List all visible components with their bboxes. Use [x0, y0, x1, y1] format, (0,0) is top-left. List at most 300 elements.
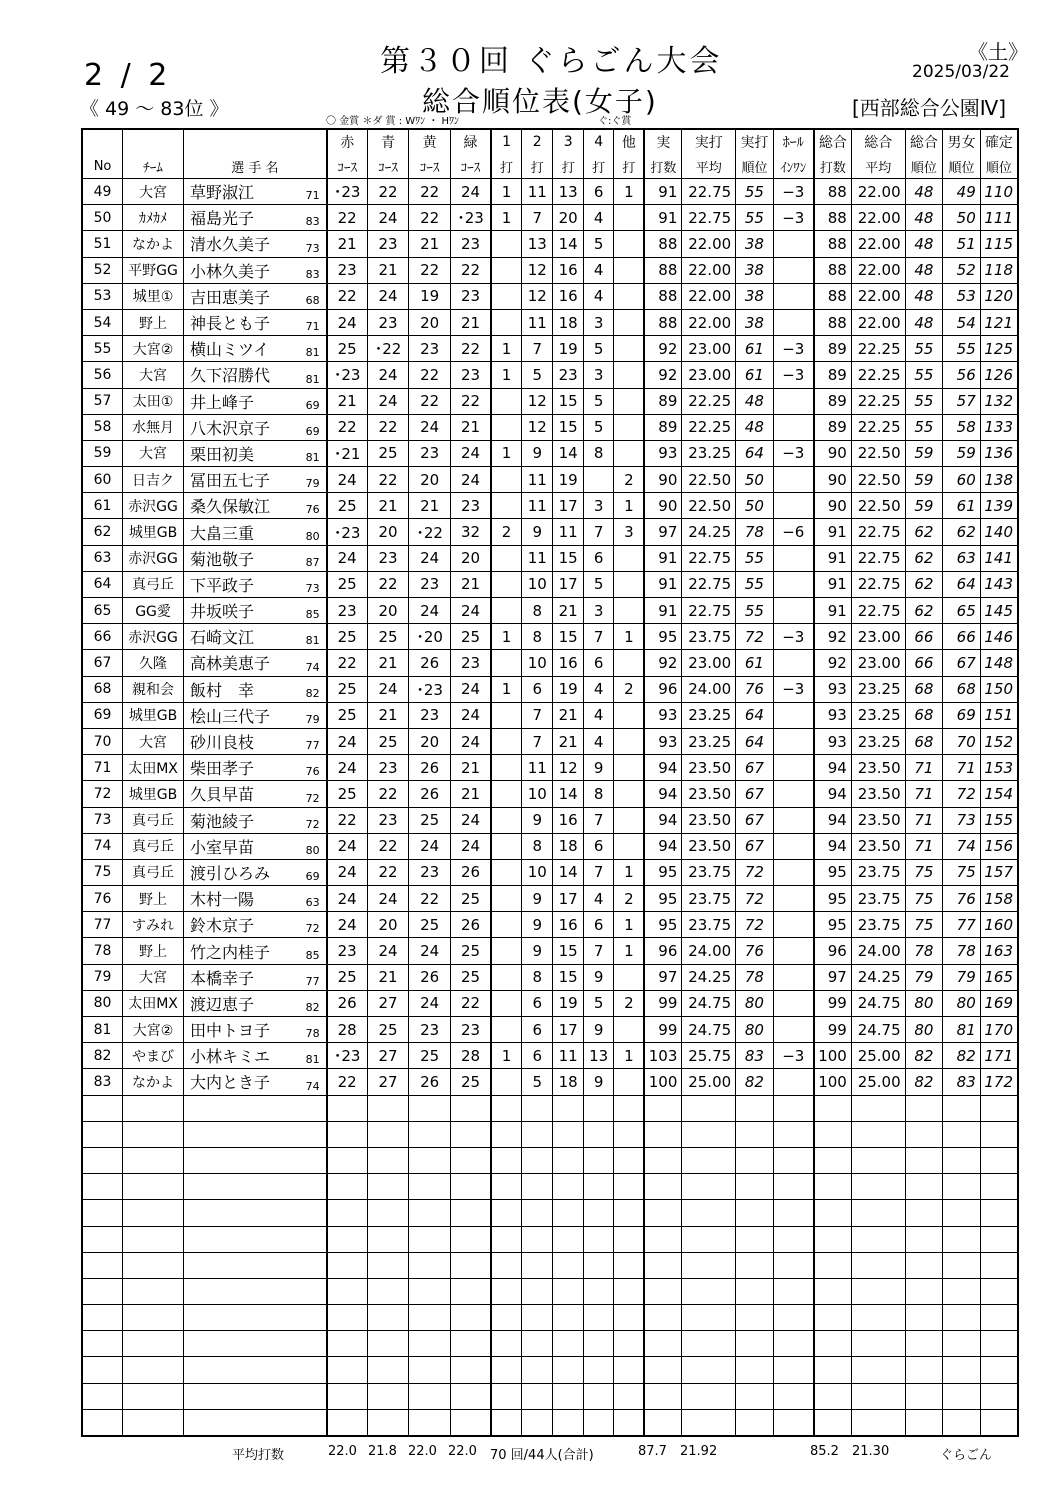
- cell-total-rank: 68: [905, 728, 943, 754]
- cell-h4: 7: [583, 519, 613, 545]
- cell-total: 94: [814, 781, 852, 807]
- cell-no: 60: [82, 467, 123, 493]
- empty-cell: [614, 1095, 644, 1121]
- cell-green: 25: [450, 964, 491, 990]
- header-no-bottom: No: [82, 154, 123, 179]
- cell-other: [614, 781, 644, 807]
- cell-avg: 25.75: [682, 1043, 736, 1069]
- table-row: [82, 938, 1018, 964]
- empty-cell: [614, 1383, 644, 1409]
- cell-avg: 22.75: [682, 571, 736, 597]
- cell-team: 城里①: [123, 283, 184, 309]
- cell-h3: 15: [553, 938, 583, 964]
- award-legend-gu: ぐ:ぐ賞: [598, 116, 632, 127]
- cell-h3: 16: [553, 807, 583, 833]
- cell-blue: 20: [367, 598, 409, 624]
- player-age: 77: [305, 739, 320, 753]
- cell-blue: 21: [367, 493, 409, 519]
- empty-cell: [491, 1095, 521, 1121]
- empty-cell: [491, 1200, 521, 1226]
- empty-cell: [450, 1357, 491, 1383]
- cell-hio: [773, 467, 814, 493]
- cell-gender-rank: 55: [943, 336, 981, 362]
- cell-rank: 48: [736, 414, 774, 440]
- cell-h4: 5: [583, 336, 613, 362]
- table-row: [82, 257, 1018, 283]
- cell-no: 81: [82, 1017, 123, 1043]
- cell-team: 大宮②: [123, 1017, 184, 1043]
- cell-red: ･21: [327, 440, 368, 466]
- cell-rank: 78: [736, 964, 774, 990]
- header-red-top: 赤: [327, 129, 368, 154]
- cell-h2: 10: [522, 781, 553, 807]
- cell-no: 51: [82, 231, 123, 257]
- cell-red: 24: [327, 467, 368, 493]
- empty-cell: [327, 1305, 368, 1331]
- cell-blue: 22: [367, 833, 409, 859]
- cell-team: 太田MX: [123, 755, 184, 781]
- cell-blue: 24: [367, 938, 409, 964]
- header-final-rank-top: 確定: [980, 129, 1018, 154]
- cell-total-rank: 71: [905, 755, 943, 781]
- empty-cell: [644, 1121, 682, 1147]
- cell-other: [614, 283, 644, 309]
- empty-cell: [450, 1121, 491, 1147]
- cell-no: 49: [82, 179, 123, 205]
- header-final-rank-bottom: 順位: [980, 154, 1018, 179]
- empty-cell: [773, 1278, 814, 1304]
- empty-cell: [82, 1252, 123, 1278]
- cell-hio: [773, 938, 814, 964]
- cell-rank: 78: [736, 519, 774, 545]
- cell-strokes: 94: [644, 833, 682, 859]
- cell-h1: [491, 309, 521, 335]
- cell-h1: [491, 650, 521, 676]
- player-name: [184, 912, 327, 938]
- cell-red: 24: [327, 886, 368, 912]
- empty-cell: [450, 1226, 491, 1252]
- player-name-text: 小室早苗: [190, 837, 255, 857]
- empty-cell: [980, 1200, 1018, 1226]
- header-total-top: 総合: [814, 129, 852, 154]
- empty-cell: [367, 1147, 409, 1173]
- player-age: 68: [305, 293, 320, 307]
- cell-h2: 12: [522, 388, 553, 414]
- empty-cell: [522, 1278, 553, 1304]
- cell-total-rank: 75: [905, 859, 943, 885]
- empty-cell: [184, 1226, 327, 1252]
- cell-gender-rank: 75: [943, 859, 981, 885]
- cell-h3: 11: [553, 519, 583, 545]
- cell-green: 22: [450, 336, 491, 362]
- cell-final-rank: 136: [980, 440, 1018, 466]
- cell-total: 95: [814, 886, 852, 912]
- empty-cell: [814, 1121, 852, 1147]
- empty-cell: [327, 1147, 368, 1173]
- cell-h1: [491, 1017, 521, 1043]
- empty-cell: [736, 1357, 774, 1383]
- cell-avg: 23.50: [682, 807, 736, 833]
- empty-cell: [905, 1226, 943, 1252]
- cell-team: 城里GB: [123, 519, 184, 545]
- cell-hio: [773, 257, 814, 283]
- cell-total-avg: 22.00: [851, 179, 905, 205]
- event-date: 2025/03/22: [912, 62, 1010, 82]
- cell-other: [614, 1017, 644, 1043]
- cell-hio: −3: [773, 440, 814, 466]
- empty-cell: [682, 1174, 736, 1200]
- cell-h4: 6: [583, 912, 613, 938]
- player-name: [184, 362, 327, 388]
- player-age: 76: [305, 765, 320, 779]
- cell-total-rank: 55: [905, 388, 943, 414]
- cell-h3: 17: [553, 571, 583, 597]
- cell-total-avg: 23.50: [851, 807, 905, 833]
- empty-cell: [522, 1174, 553, 1200]
- empty-cell: [905, 1147, 943, 1173]
- cell-gender-rank: 53: [943, 283, 981, 309]
- cell-no: 65: [82, 598, 123, 624]
- empty-cell: [553, 1383, 583, 1409]
- empty-cell: [943, 1095, 981, 1121]
- cell-rank: 64: [736, 702, 774, 728]
- player-name-text: 久貝早苗: [190, 785, 255, 805]
- cell-rank: 55: [736, 205, 774, 231]
- empty-cell: [123, 1383, 184, 1409]
- header-avg-bottom: 平均: [682, 154, 736, 179]
- empty-cell: [644, 1147, 682, 1173]
- header-green-bottom: ｺｰｽ: [450, 154, 491, 179]
- empty-cell: [583, 1357, 613, 1383]
- empty-cell: [522, 1147, 553, 1173]
- cell-strokes: 95: [644, 624, 682, 650]
- cell-avg: 22.25: [682, 388, 736, 414]
- cell-red: 22: [327, 807, 368, 833]
- cell-final-rank: 160: [980, 912, 1018, 938]
- header-rank-top: 実打: [736, 129, 774, 154]
- cell-yellow: 24: [409, 938, 451, 964]
- empty-cell: [851, 1278, 905, 1304]
- cell-hio: −3: [773, 336, 814, 362]
- footer-red-avg: 22.0: [328, 1444, 357, 1459]
- cell-final-rank: 158: [980, 886, 1018, 912]
- empty-cell: [553, 1331, 583, 1357]
- empty-cell: [82, 1121, 123, 1147]
- cell-gender-rank: 61: [943, 493, 981, 519]
- cell-gender-rank: 56: [943, 362, 981, 388]
- cell-h4: 6: [583, 545, 613, 571]
- cell-team: やまび: [123, 1043, 184, 1069]
- cell-blue: 27: [367, 1043, 409, 1069]
- table-row: [82, 1017, 1018, 1043]
- empty-cell: [644, 1095, 682, 1121]
- cell-team: 大宮: [123, 440, 184, 466]
- player-name: [184, 886, 327, 912]
- cell-h4: 3: [583, 309, 613, 335]
- cell-total: 97: [814, 964, 852, 990]
- cell-yellow: 23: [409, 571, 451, 597]
- cell-h1: [491, 231, 521, 257]
- cell-h2: 9: [522, 886, 553, 912]
- empty-cell: [327, 1200, 368, 1226]
- cell-strokes: 95: [644, 859, 682, 885]
- cell-gender-rank: 77: [943, 912, 981, 938]
- player-age: 81: [305, 451, 320, 465]
- cell-rank: 38: [736, 309, 774, 335]
- empty-cell: [82, 1095, 123, 1121]
- cell-total-rank: 75: [905, 886, 943, 912]
- empty-cell: [682, 1357, 736, 1383]
- player-name-text: 渡辺恵子: [190, 994, 255, 1014]
- empty-cell: [491, 1278, 521, 1304]
- player-name-text: 菊池敬子: [190, 549, 255, 569]
- cell-blue: 27: [367, 1069, 409, 1095]
- cell-total-rank: 59: [905, 493, 943, 519]
- player-age: 83: [305, 267, 320, 281]
- empty-cell: [682, 1147, 736, 1173]
- player-name-text: 高林美恵子: [190, 654, 271, 674]
- cell-strokes: 96: [644, 938, 682, 964]
- empty-cell: [184, 1200, 327, 1226]
- empty-cell: [905, 1252, 943, 1278]
- empty-row: [82, 1278, 1018, 1304]
- cell-other: [614, 362, 644, 388]
- cell-hio: −6: [773, 519, 814, 545]
- player-age: 77: [305, 974, 320, 988]
- cell-red: 25: [327, 676, 368, 702]
- cell-hio: [773, 1017, 814, 1043]
- player-name: [184, 990, 327, 1016]
- header-strokes-bottom: 打数: [644, 154, 682, 179]
- empty-cell: [553, 1200, 583, 1226]
- cell-total-rank: 71: [905, 833, 943, 859]
- empty-cell: [123, 1147, 184, 1173]
- cell-total-rank: 48: [905, 179, 943, 205]
- empty-cell: [583, 1278, 613, 1304]
- empty-cell: [123, 1357, 184, 1383]
- cell-green: 21: [450, 755, 491, 781]
- empty-row: [82, 1174, 1018, 1200]
- cell-rank: 67: [736, 807, 774, 833]
- empty-cell: [367, 1095, 409, 1121]
- empty-cell: [522, 1095, 553, 1121]
- cell-other: [614, 388, 644, 414]
- cell-rank: 38: [736, 257, 774, 283]
- cell-final-rank: 153: [980, 755, 1018, 781]
- player-name: [184, 781, 327, 807]
- cell-total-avg: 22.75: [851, 598, 905, 624]
- empty-cell: [123, 1305, 184, 1331]
- cell-yellow: 24: [409, 598, 451, 624]
- cell-h2: 9: [522, 912, 553, 938]
- empty-cell: [522, 1331, 553, 1357]
- cell-h4: 5: [583, 231, 613, 257]
- cell-strokes: 91: [644, 598, 682, 624]
- cell-h2: 11: [522, 309, 553, 335]
- cell-yellow: 23: [409, 859, 451, 885]
- cell-rank: 55: [736, 179, 774, 205]
- cell-other: 2: [614, 676, 644, 702]
- empty-cell: [905, 1200, 943, 1226]
- cell-total: 99: [814, 1017, 852, 1043]
- cell-strokes: 95: [644, 886, 682, 912]
- empty-row: [82, 1409, 1018, 1436]
- cell-yellow: 23: [409, 702, 451, 728]
- player-age: 81: [305, 372, 320, 386]
- cell-total: 88: [814, 283, 852, 309]
- cell-h1: 1: [491, 362, 521, 388]
- cell-h4: 7: [583, 859, 613, 885]
- cell-h2: 9: [522, 440, 553, 466]
- player-age: 80: [305, 843, 320, 857]
- cell-total-rank: 48: [905, 283, 943, 309]
- cell-final-rank: 139: [980, 493, 1018, 519]
- empty-cell: [553, 1357, 583, 1383]
- cell-yellow: 24: [409, 990, 451, 1016]
- table-row: [82, 807, 1018, 833]
- header-hio-top: ﾎｰﾙ: [773, 129, 814, 154]
- table-row: [82, 467, 1018, 493]
- empty-cell: [980, 1383, 1018, 1409]
- cell-blue: 20: [367, 519, 409, 545]
- cell-gender-rank: 78: [943, 938, 981, 964]
- empty-cell: [409, 1278, 451, 1304]
- empty-cell: [327, 1409, 368, 1436]
- empty-cell: [184, 1095, 327, 1121]
- header-hio-bottom: ｲﾝﾜﾝ: [773, 154, 814, 179]
- cell-green: 23: [450, 493, 491, 519]
- cell-final-rank: 171: [980, 1043, 1018, 1069]
- table-row: [82, 1043, 1018, 1069]
- player-name-text: 井上峰子: [190, 392, 255, 412]
- cell-total: 95: [814, 859, 852, 885]
- player-name: [184, 964, 327, 990]
- cell-hio: [773, 781, 814, 807]
- cell-hio: [773, 283, 814, 309]
- cell-h3: 18: [553, 1069, 583, 1095]
- cell-total-avg: 23.25: [851, 676, 905, 702]
- cell-rank: 67: [736, 755, 774, 781]
- player-name-text: 井坂咲子: [190, 602, 255, 622]
- empty-cell: [644, 1278, 682, 1304]
- cell-gender-rank: 51: [943, 231, 981, 257]
- footer-avg: 21.92: [680, 1444, 718, 1459]
- table-row: [82, 362, 1018, 388]
- table-row: [82, 545, 1018, 571]
- player-name: [184, 1069, 327, 1095]
- cell-green: 21: [450, 309, 491, 335]
- cell-h1: [491, 388, 521, 414]
- cell-no: 68: [82, 676, 123, 702]
- empty-cell: [409, 1252, 451, 1278]
- empty-cell: [327, 1278, 368, 1304]
- cell-red: 23: [327, 257, 368, 283]
- cell-final-rank: 132: [980, 388, 1018, 414]
- player-name: [184, 179, 327, 205]
- cell-h1: 2: [491, 519, 521, 545]
- header-h4-top: 4: [583, 129, 613, 154]
- cell-total-avg: 24.00: [851, 938, 905, 964]
- empty-cell: [851, 1357, 905, 1383]
- cell-hio: [773, 545, 814, 571]
- cell-hio: [773, 309, 814, 335]
- cell-total-avg: 23.75: [851, 886, 905, 912]
- cell-gender-rank: 83: [943, 1069, 981, 1095]
- cell-team: 真弓丘: [123, 571, 184, 597]
- empty-cell: [773, 1383, 814, 1409]
- rank-range: 《 49 ～ 83位 》: [80, 98, 229, 120]
- empty-cell: [980, 1121, 1018, 1147]
- header-blue-bottom: ｺｰｽ: [367, 154, 409, 179]
- cell-total-avg: 23.50: [851, 755, 905, 781]
- cell-h1: [491, 886, 521, 912]
- cell-total: 89: [814, 414, 852, 440]
- cell-h3: 15: [553, 964, 583, 990]
- player-age: 69: [305, 398, 320, 412]
- empty-cell: [943, 1357, 981, 1383]
- empty-cell: [614, 1200, 644, 1226]
- cell-red: 26: [327, 990, 368, 1016]
- cell-h4: 4: [583, 886, 613, 912]
- empty-cell: [905, 1121, 943, 1147]
- cell-strokes: 89: [644, 388, 682, 414]
- header-total-avg-bottom: 平均: [851, 154, 905, 179]
- cell-blue: ･22: [367, 336, 409, 362]
- cell-team: 真弓丘: [123, 859, 184, 885]
- empty-cell: [682, 1383, 736, 1409]
- empty-cell: [583, 1409, 613, 1436]
- footer-averages: [0, 1444, 1058, 1464]
- cell-final-rank: 133: [980, 414, 1018, 440]
- cell-rank: 55: [736, 571, 774, 597]
- empty-cell: [980, 1357, 1018, 1383]
- empty-cell: [522, 1409, 553, 1436]
- player-age: 72: [305, 791, 320, 805]
- footer-rounds: 70 回/44人(合計): [490, 1448, 594, 1463]
- cell-no: 61: [82, 493, 123, 519]
- cell-gender-rank: 59: [943, 440, 981, 466]
- cell-total-avg: 22.00: [851, 231, 905, 257]
- cell-red: 24: [327, 755, 368, 781]
- footer-label: 平均打数: [232, 1448, 285, 1463]
- empty-cell: [644, 1174, 682, 1200]
- cell-other: 1: [614, 493, 644, 519]
- player-name-text: 桑久保敏江: [190, 497, 271, 517]
- cell-yellow: 22: [409, 205, 451, 231]
- cell-avg: 23.25: [682, 728, 736, 754]
- table-row: [82, 833, 1018, 859]
- player-name: [184, 1017, 327, 1043]
- cell-h4: 9: [583, 755, 613, 781]
- player-name-text: 冨田五七子: [190, 471, 271, 491]
- cell-total-avg: 23.25: [851, 728, 905, 754]
- cell-total: 93: [814, 702, 852, 728]
- header-row-bottom: [82, 154, 1018, 179]
- cell-h2: 8: [522, 833, 553, 859]
- cell-gender-rank: 52: [943, 257, 981, 283]
- cell-h3: 21: [553, 702, 583, 728]
- cell-total: 93: [814, 728, 852, 754]
- empty-cell: [682, 1409, 736, 1436]
- cell-hio: [773, 388, 814, 414]
- player-name-text: 本橋幸子: [190, 968, 255, 988]
- header-total-avg-top: 総合: [851, 129, 905, 154]
- cell-green: 24: [450, 676, 491, 702]
- cell-total: 91: [814, 598, 852, 624]
- cell-blue: 22: [367, 467, 409, 493]
- cell-no: 80: [82, 990, 123, 1016]
- cell-total-rank: 55: [905, 336, 943, 362]
